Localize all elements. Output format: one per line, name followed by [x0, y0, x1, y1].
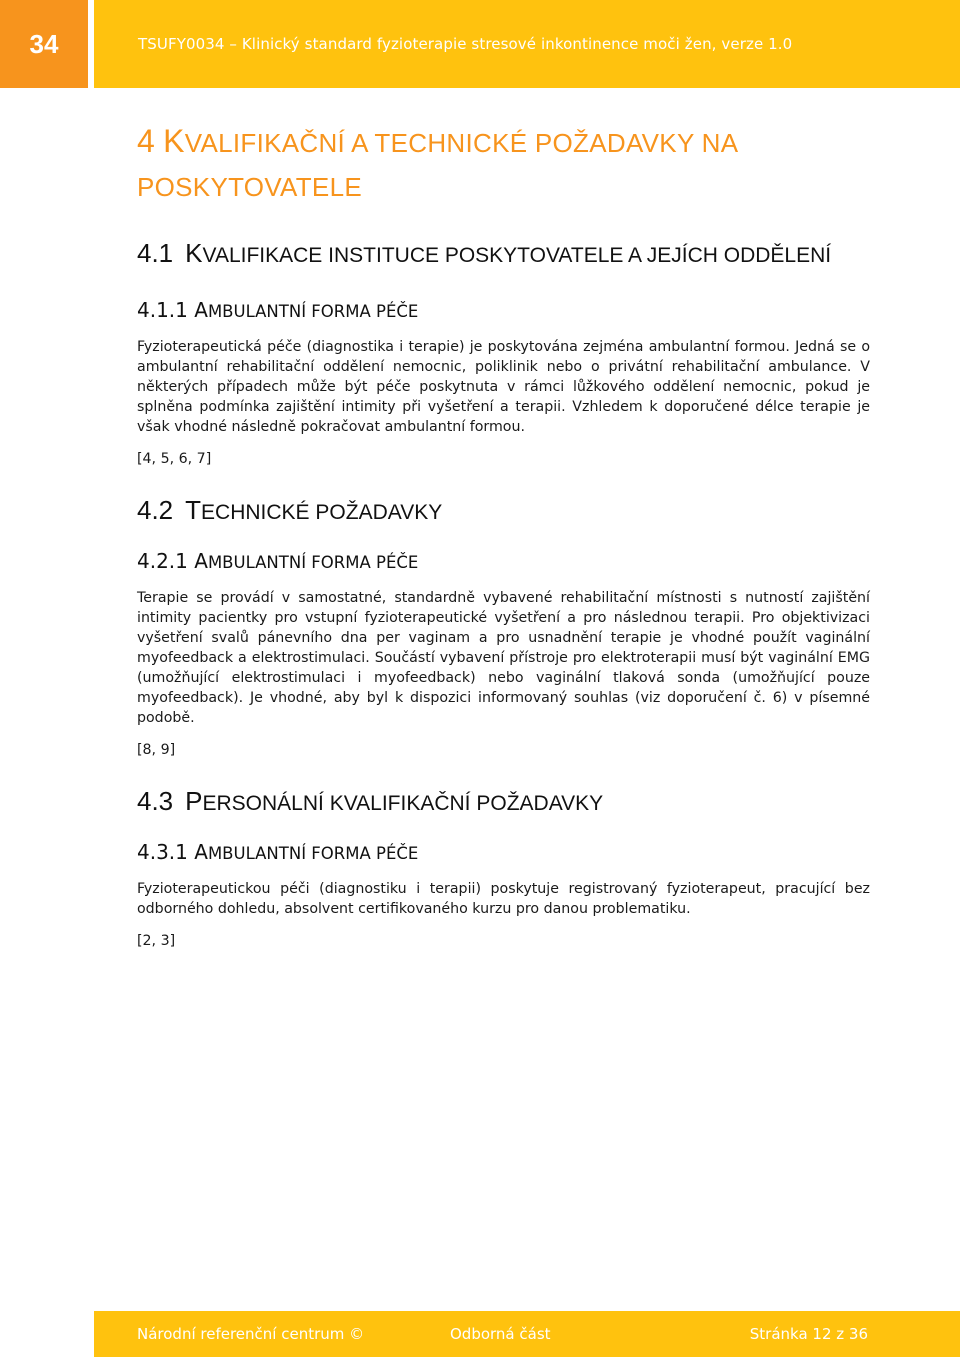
subsection-number: 4.2.1 [137, 549, 188, 573]
section-title-initial: K [185, 238, 203, 268]
footer-page-indicator: Stránka 12 z 36 [749, 1325, 868, 1343]
section-title-rest: VALIFIKACE INSTITUCE POSKYTOVATELE A JEJÍCH ODDĚLENÍ [202, 244, 832, 267]
paragraph-4-3-1: Fyzioterapeutickou péči (diagnostiku i terapii) poskytuje registrovaný fyzioterapeut, pracující bez odborného dohledu, absolvent certifikovaného kurzu pro danou problematiku. [137, 881, 870, 917]
subsection-title-rest: MBULANTNÍ FORMA PÉČE [207, 844, 419, 863]
chapter-number: 4 [137, 123, 156, 159]
footer-bar [94, 1311, 960, 1357]
subsection-title-initial: A [194, 549, 208, 573]
page-number-badge [0, 0, 88, 88]
subsection-title-rest: MBULANTNÍ FORMA PÉČE [207, 553, 419, 572]
subsection-title-rest: MBULANTNÍ FORMA PÉČE [207, 302, 419, 321]
section-number: 4.2 [137, 495, 174, 525]
footer-organization: Národní referenční centrum © [137, 1325, 365, 1343]
paragraph-4-1-1: Fyzioterapeutická péče (diagnostika i terapie) je poskytována zejména ambulantní formou. Jedná se o ambulantní rehabilitační oddělení nemocnic, poliklinik nebo o privátní rehabilitační ambulance. V některých případech může být péče poskytnuta v rámci lůžkového oddělení nemocnic, pokud je splněna podmínka zajištění intimity při vyšetření a terapii. Vzhledem k doporučené délce terapie je však vhodné následně pokračovat ambulantní formou. [137, 339, 870, 435]
chapter-title-rest: VALIFIKAČNÍ A TECHNICKÉ POŽADAVKY NA POSKYTOVATELE [137, 128, 737, 202]
subsection-number: 4.1.1 [137, 298, 188, 322]
section-heading-4-1 [137, 236, 870, 273]
paragraph-4-2-1: Terapie se provádí v samostatné, standardně vybavené rehabilitační místnosti s nutností zajištění intimity pacientky pro vstupní fyzioterapeutické vyšetření a pro následnou terapii. Pro objektivizaci vyšetření svalů pánevního dna per vaginam a pro usnadnění terapie je vhodné použít vaginální myofeedback a elektrostimulaci. Součástí vybavení přístroje pro elektroterapii musí být vaginální EMG (umožňující elektrostimulaci i myofeedback) nebo vaginální tlaková sonda (umožňující pouze myofeedback). Je vhodné, aby byl k dispozici informovaný souhlas (viz doporučení č. 6) v písemné podobě. [137, 590, 870, 726]
section-heading-4-3 [137, 784, 870, 821]
page-number: 34 [29, 28, 59, 59]
references-4-3-1: [2, 3] [137, 933, 176, 949]
chapter-title-initial: K [163, 123, 185, 159]
subsection-number: 4.3.1 [137, 840, 188, 864]
section-title-rest: ERSONÁLNÍ KVALIFIKAČNÍ POŽADAVKY [202, 792, 604, 815]
references-4-1-1: [4, 5, 6, 7] [137, 451, 212, 467]
references-4-2-1: [8, 9] [137, 742, 176, 758]
subsection-heading-4-1-1 [137, 297, 870, 325]
chapter-heading [137, 120, 797, 208]
header-bar [94, 0, 960, 88]
document-title: TSUFY0034 – Klinický standard fyzioterapie stresové inkontinence moči žen, verze 1.0 [138, 35, 793, 53]
section-title-rest: ECHNICKÉ POŽADAVKY [201, 501, 443, 524]
page-content [137, 120, 870, 951]
section-title-initial: P [185, 786, 203, 816]
section-number: 4.3 [137, 786, 174, 816]
subsection-title-initial: A [194, 840, 208, 864]
subsection-heading-4-2-1 [137, 548, 870, 576]
section-number: 4.1 [137, 238, 174, 268]
section-title-initial: T [185, 495, 202, 525]
footer-section-label: Odborná část [450, 1325, 551, 1343]
section-heading-4-2 [137, 493, 870, 530]
subsection-heading-4-3-1 [137, 839, 870, 867]
subsection-title-initial: A [194, 298, 208, 322]
